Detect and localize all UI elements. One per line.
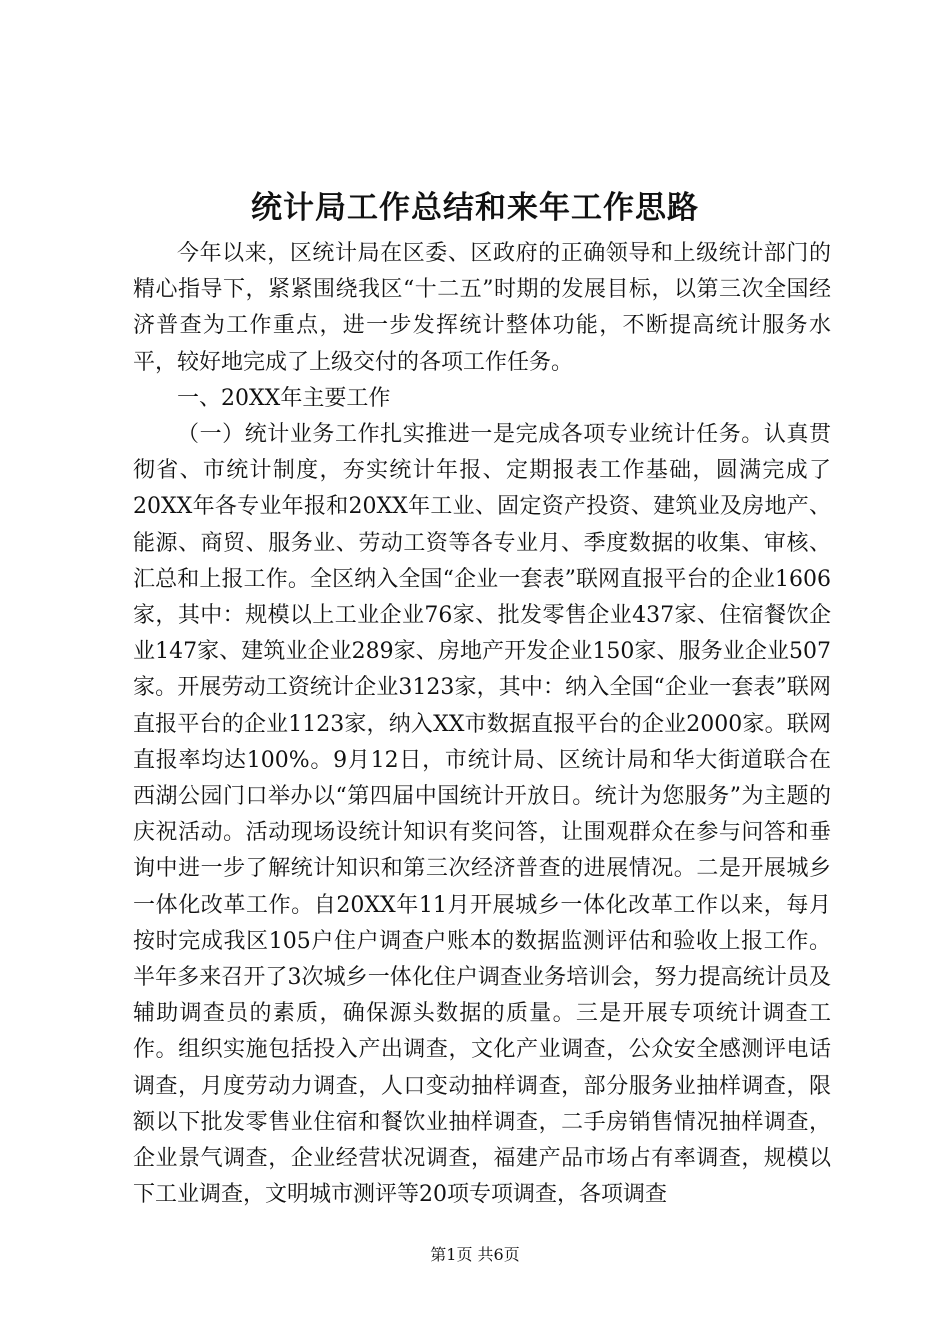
section-heading: 一、20XX年主要工作	[177, 385, 391, 411]
body-paragraph: （一）统计业务工作扎实推进一是完成各项专业统计任务。认真贯彻省、市统计制度，夯实统计年报、定期报表工作基础，圆满完成了20XX年各专业年报和20XX年工业、固定资产投资、建筑业及房地产、能源、商贸、服务业、劳动工资等各专业月、季度数据的收集、审核、汇总和上报工作。全区纳入全国“企业一套表”联网直报平台的企业1606家，其中：规模以上工业企业76家、批发零售企业437家、住宿餐饮企业147家、建筑业企业289家、房地产开发企业150家、服务业企业507家。开展劳动工资统计企业3123家，其中：纳入全国“企业一套表”联网直报平台的企业1123家，纳入XX市数据直报平台的企业2000家。联网直报率均达100%。9月12日，市统计局、区统计局和华大街道联合在西湖公园门口举办以“第四届中国统计开放日。统计为您服务”为主题的庆祝活动。活动现场设统计知识有奖问答，让围观群众在参与问答和垂询中进一步了解统计知识和第三次经济普查的进展情况。二是开展城乡一体化改革工作。自20XX年11月开展城乡一体化改革工作以来，每月按时完成我区105户住户调查户账本的数据监测评估和验收上报工作。半年多来召开了3次城乡一体化住户调查业务培训会，努力提高统计员及辅助调查员的素质，确保源头数据的质量。三是开展专项统计调查工作。组织实施包括投入产出调查，文化产业调查，公众安全感测评电话调查，月度劳动力调查，人口变动抽样调查，部分服务业抽样调查，限额以下批发零售业住宿和餐饮业抽样调查，二手房销售情况抽样调查，企业景气调查，企业经营状况调查，福建产品市场占有率调查，规模以下工业调查，文明城市测评等20项专项调查，各项调查	[133, 422, 831, 1208]
document-body	[133, 236, 831, 1213]
document-title: 统计局工作总结和来年工作思路	[251, 190, 699, 226]
page-footer: 第1页 共6页	[430, 1245, 520, 1264]
intro-paragraph: 今年以来，区统计局在区委、区政府的正确领导和上级统计部门的精心指导下，紧紧围绕我区“十二五”时期的发展目标，以第三次全国经济普查为工作重点，进一步发挥统计整体功能，不断提高统计服务水平，较好地完成了上级交付的各项工作任务。	[133, 241, 831, 375]
